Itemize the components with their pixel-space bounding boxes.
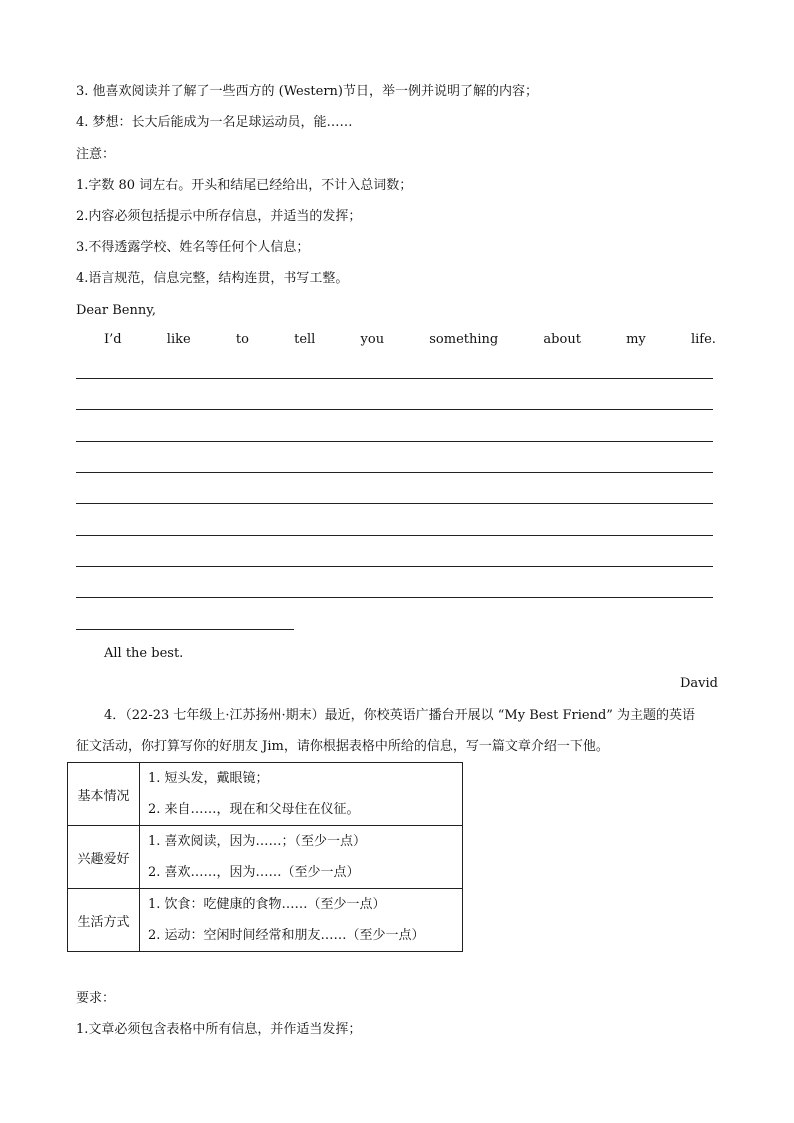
writing-line[interactable] (76, 409, 713, 410)
opening-word: life. (690, 332, 716, 347)
opening-word: like (166, 332, 191, 347)
table-row (68, 763, 463, 826)
opening-word: my (626, 332, 646, 347)
notes-heading: 注意： (76, 147, 116, 162)
writing-line[interactable] (76, 597, 713, 598)
letter-greeting: Dear Benny, (76, 303, 156, 318)
note-4: 4.语言规范，信息完整，结构连贯，书写工整。 (76, 271, 349, 286)
row-label: 兴趣爱好 (68, 826, 140, 889)
note-2: 2.内容必须包括提示中所存信息，并适当的发挥； (76, 209, 362, 224)
writing-line[interactable] (76, 441, 713, 442)
letter-closing: All the best. (104, 646, 184, 661)
opening-word: about (543, 332, 581, 347)
note-1: 1.字数 80 词左右。开头和结尾已经给出，不计入总词数； (76, 178, 413, 193)
writing-line[interactable] (76, 566, 713, 567)
point-3: 3. 他喜欢阅读并了解了一些西方的 (Western)节日，举一例并说明了解的内容； (76, 84, 538, 99)
task4-intro-line2: 征文活动，你打算写你的好朋友 Jim，请你根据表格中所给的信息，写一篇文章介绍一下他。 (76, 739, 609, 754)
letter-signature: David (680, 676, 718, 691)
table-row (68, 889, 463, 952)
requirement-1: 1.文章必须包含表格中所有信息，并作适当发挥； (76, 1022, 362, 1037)
opening-word: you (360, 332, 385, 347)
table-row (68, 826, 463, 889)
row-item: 2. 喜欢……，因为……（至少一点） (148, 865, 360, 880)
row-label: 生活方式 (68, 889, 140, 952)
task4-intro-line1: 4．（22-23 七年级上·江苏扬州·期末）最近，你校英语广播台开展以 “My Best Friend” 为主题的英语 (104, 708, 696, 723)
point-4: 4. 梦想：长大后能成为一名足球运动员，能…… (76, 115, 353, 130)
row-label: 基本情况 (68, 763, 140, 826)
row-item: 1. 喜欢阅读，因为……；（至少一点） (148, 834, 367, 849)
row-item: 2. 来自……，现在和父母住在仪征。 (148, 802, 360, 817)
row-item: 1. 饮食：吃健康的食物……（至少一点） (148, 897, 386, 912)
requirements-heading: 要求： (76, 991, 116, 1006)
opening-word: to (235, 332, 249, 347)
note-3: 3.不得透露学校、姓名等任何个人信息； (76, 240, 310, 255)
info-table (67, 762, 463, 952)
opening-word: I’d (104, 332, 122, 347)
writing-line[interactable] (76, 378, 713, 379)
writing-line[interactable] (76, 503, 713, 504)
row-item: 1. 短头发，戴眼镜； (148, 771, 269, 786)
writing-line-short[interactable] (76, 629, 294, 630)
writing-line[interactable] (76, 535, 713, 536)
opening-word: something (429, 332, 499, 347)
letter-opening-line (104, 332, 716, 347)
row-item: 2. 运动：空闲时间经常和朋友……（至少一点） (148, 928, 425, 943)
opening-word: tell (294, 332, 316, 347)
writing-line[interactable] (76, 472, 713, 473)
